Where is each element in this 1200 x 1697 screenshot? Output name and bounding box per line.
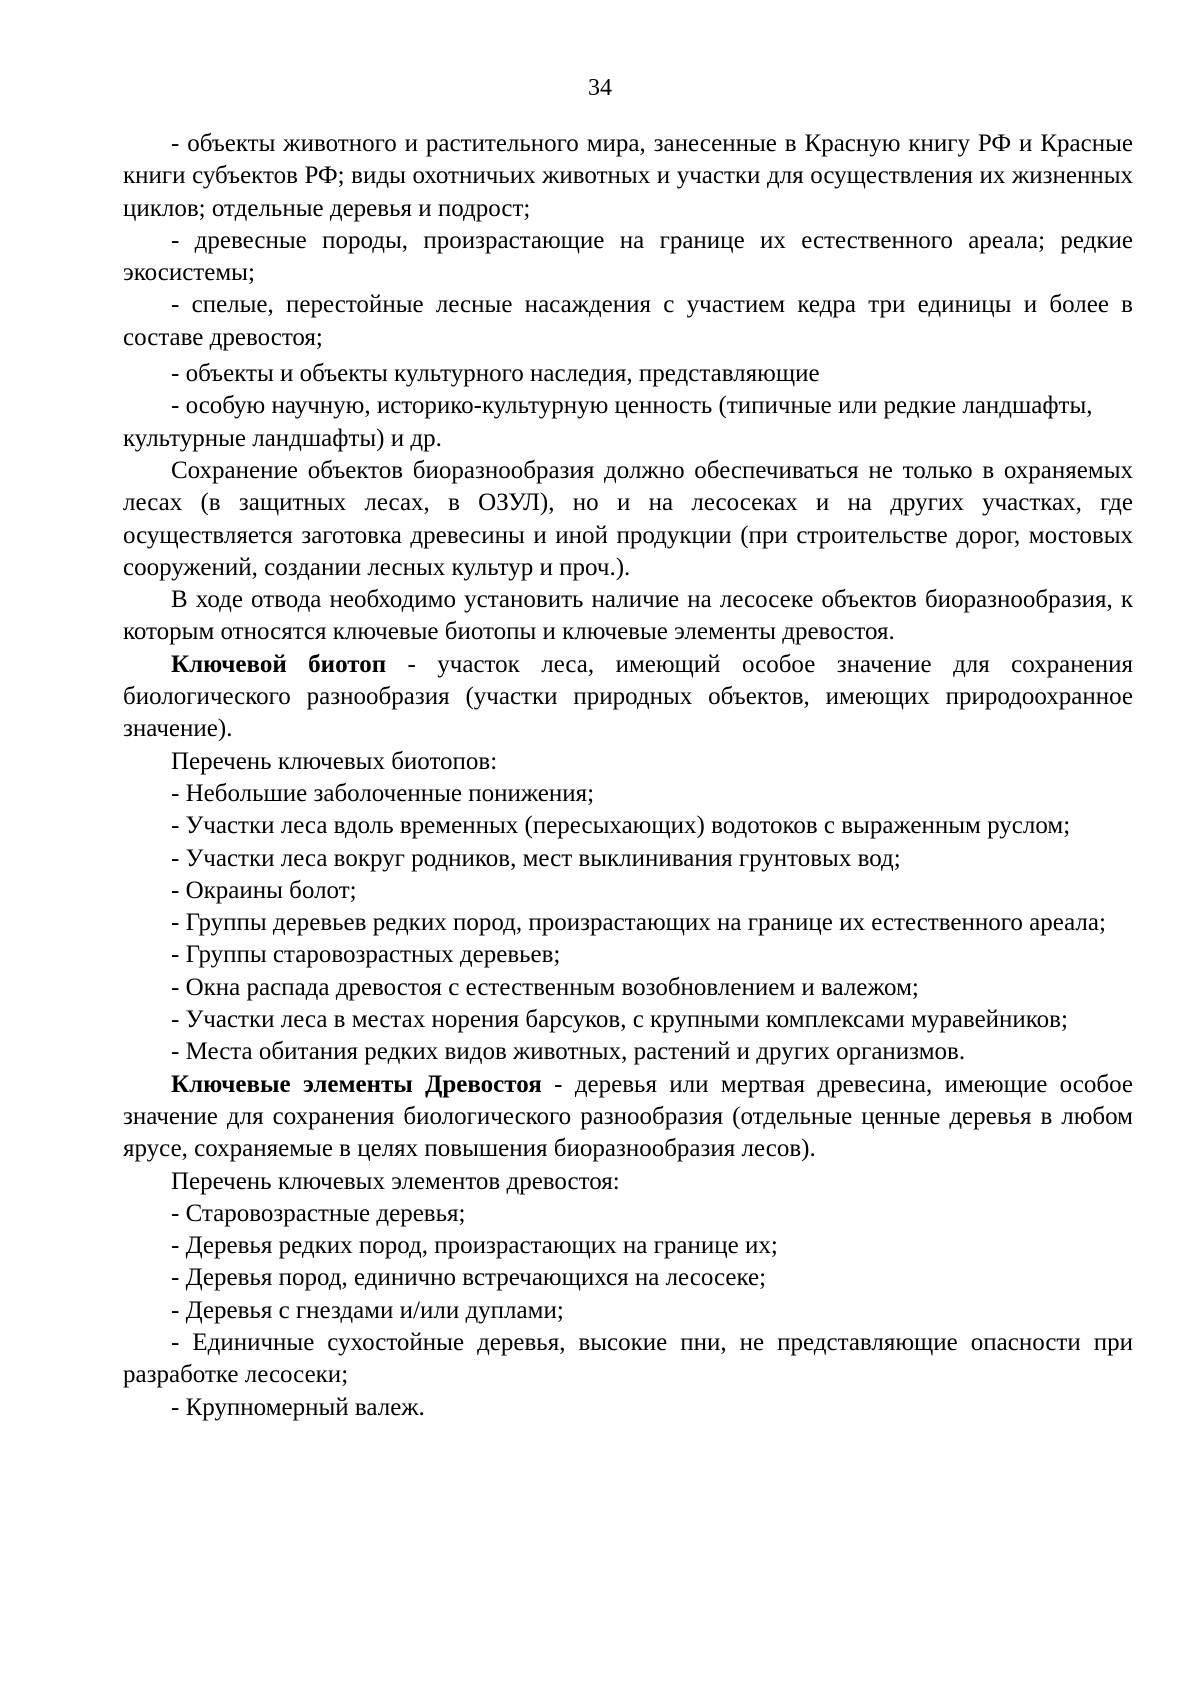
definition-key-elements: - деревья или мертвая древесина, имеющие особое значение для сохранения биологического разнообразия (отдельные ценные деревья в любом ярусе, сохраняемые в целях повышения биоразнообразия лесов). — [123, 1070, 1134, 1163]
list-item: - Деревья пород, единично встречающихся на лесосеке; — [171, 1264, 767, 1292]
list-item: - Места обитания редких видов животных, растений и других организмов. — [171, 1038, 966, 1066]
paragraph-allotment: В ходе отвода необходимо установить наличие на лесосеке объектов биоразнообразия, к которым относятся ключевые биотопы и ключевые элементы древостоя. — [123, 586, 1133, 646]
list-item: - Участки леса вдоль временных (пересыхающих) водотоков с выраженным руслом; — [171, 812, 1071, 840]
list-item: - Деревья с гнездами и/или дуплами; — [171, 1296, 564, 1324]
definition-key-biotope: - участок леса, имеющий особое значение для сохранения биологического разнообразия (участки природных объектов, имеющих природоохранное значение). — [123, 650, 1133, 743]
list-item: - Окраины болот; — [171, 876, 357, 904]
list-item: - Деревья редких пород, произрастающих на границе их; — [171, 1232, 778, 1260]
list-item: - Группы деревьев редких пород, произрастающих на границе их естественного ареала; — [171, 909, 1106, 937]
list-item: - Участки леса в местах норения барсуков, с крупными комплексами муравейников; — [171, 1006, 1068, 1034]
heading-biotope-list: Перечень ключевых биотопов: — [171, 747, 498, 775]
list-item: - Старовозрастные деревья; — [171, 1199, 466, 1227]
list-item: - Единичные сухостойные деревья, высокие пни, не представляющие опасности при разработке лесосеки; — [123, 1328, 1133, 1389]
paragraph-tree-species: - древесные породы, произрастающие на границе их естественного ареала; редкие экосистемы; — [123, 226, 1133, 287]
list-item: - Небольшие заболоченные понижения; — [171, 779, 595, 807]
term-key-biotope: Ключевой биотоп — [171, 650, 387, 678]
document-body — [123, 128, 1133, 1424]
list-item: - Крупномерный валеж. — [171, 1393, 425, 1421]
page-number: 34 — [588, 75, 612, 101]
list-item: - Окна распада древостоя с естественным возобновлением и валежом; — [171, 973, 919, 1001]
term-key-elements: Ключевые элементы Древостоя — [171, 1070, 542, 1098]
list-item: - Группы старовозрастных деревьев; — [171, 941, 561, 969]
paragraph-red-book-objects: - объекты животного и растительного мира, занесенные в Красную книгу РФ и Красные книги субъектов РФ; виды охотничьих животных и участки для осуществления их жизненных циклов; отдельные деревья и подрост; — [123, 130, 1133, 222]
paragraph-cultural-heritage: - объекты и объекты культурного наследия, представляющие — [171, 360, 820, 388]
paragraph-cedar-stands: - спелые, перестойные лесные насаждения с участием кедра три единицы и более в составе древостоя; — [123, 291, 1133, 351]
paragraph-key-elements-definition — [123, 1069, 1133, 1166]
list-item: - Участки леса вокруг родников, мест выклинивания грунтовых вод; — [171, 844, 901, 872]
heading-elements-list: Перечень ключевых элементов древостоя: — [171, 1167, 620, 1195]
paragraph-key-biotope-definition — [123, 649, 1133, 746]
paragraph-biodiversity-preservation: Сохранение объектов биоразнообразия должно обеспечиваться не только в охраняемых лесах (в защитных лесах, в ОЗУЛ), но и на лесосеках и на других участках, где осуществляется заготовка древесины и иной продукции (при строительстве дорог, мостовых сооружений, создании лесных культур и проч.). — [123, 456, 1133, 581]
paragraph-scientific-value: - особую научную, историко-культурную ценность (типичные или редкие ландшафты, культурные ландшафты) и др. — [123, 392, 1093, 452]
